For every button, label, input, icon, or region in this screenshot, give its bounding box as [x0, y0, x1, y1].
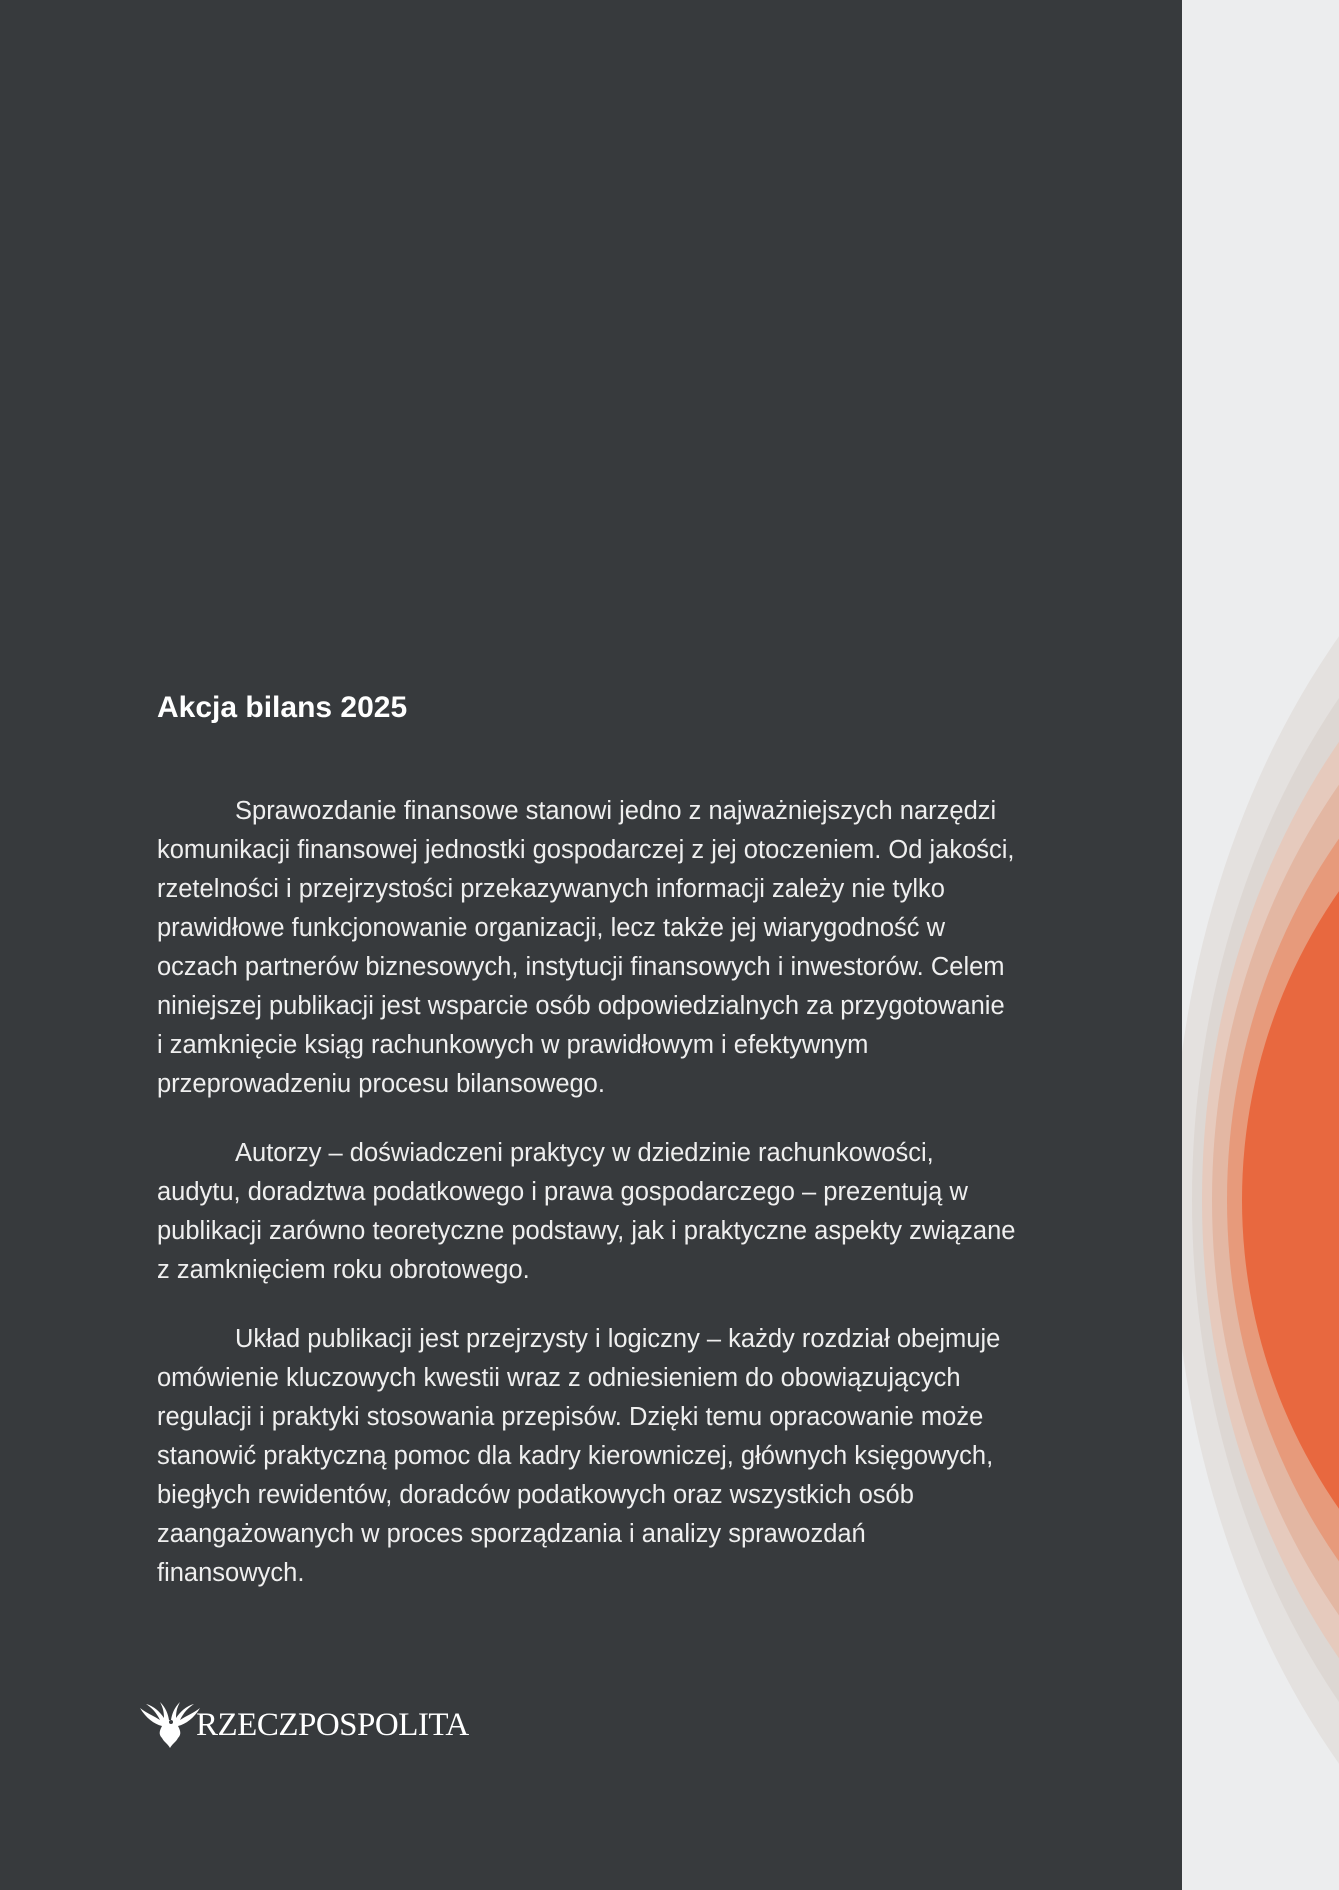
paragraph-authors: Autorzy – doświadczeni praktycy w dziedzinie rachunkowości, audytu, doradztwa podatkowego i prawa gospodarczego – prezentują w publikacji zarówno teoretyczne podstawy, jak i praktyczne aspekty związane z zamknięciem roku obrotowego.: [157, 1139, 1016, 1284]
logo-text: RZECZPOSPOLITA: [196, 1707, 469, 1743]
concentric-arcs-graphic: [1182, 0, 1339, 1890]
document-content: [157, 688, 1017, 1623]
document-title: Akcja bilans 2025: [157, 691, 408, 724]
decorative-side-panel: [1182, 0, 1339, 1890]
eagle-icon: [138, 1700, 202, 1750]
publisher-logo: [138, 1700, 469, 1750]
paragraph-structure: Układ publikacji jest przejrzysty i logiczny – każdy rozdział obejmuje omówienie kluczowych kwestii wraz z odniesieniem do obowiązujących regulacji i praktyki stosowania przepisów. Dzięki temu opracowanie może stanowić praktyczną pomoc dla kadry kierowniczej, głównych księgowych, biegłych rewidentów, doradców podatkowych oraz wszystkich osób zaangażowanych w proces sporządzania i analizy sprawozdań finansowych.: [157, 1325, 1001, 1587]
paragraph-intro: Sprawozdanie finansowe stanowi jedno z najważniejszych narzędzi komunikacji finansowej jednostki gospodarczej z jej otoczeniem. Od jakości, rzetelności i przejrzystości przekazywanych informacji zależy nie tylko prawidłowe funkcjonowanie organizacji, lecz także jej wiarygodność w oczach partnerów biznesowych, instytucji finansowych i inwestorów. Celem niniejszej publikacji jest wsparcie osób odpowiedzialnych za przygotowanie i zamknięcie ksiąg rachunkowych w prawidłowym i efektywnym przeprowadzeniu procesu bilansowego.: [157, 797, 1015, 1098]
